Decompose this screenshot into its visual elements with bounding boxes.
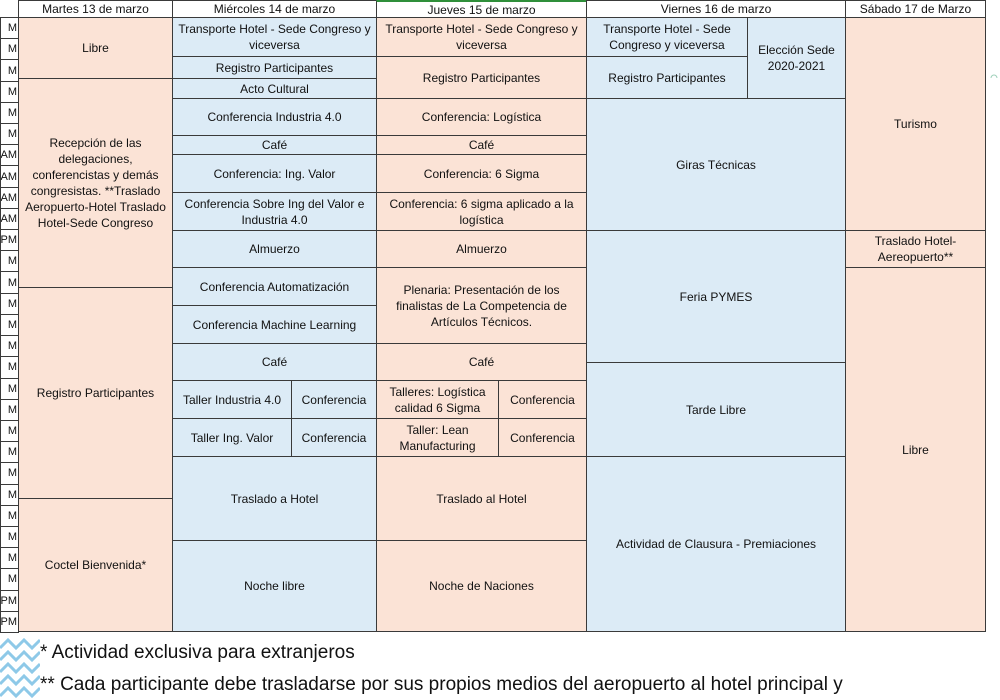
thu-taller-lean: Taller: Lean Manufacturing xyxy=(376,418,499,457)
thu-traslado: Traslado al Hotel xyxy=(376,456,587,541)
sat-traslado: Traslado Hotel-Aereopuerto** xyxy=(845,230,986,268)
time-label: PM xyxy=(0,229,19,251)
time-label: M xyxy=(0,399,19,421)
time-label: M xyxy=(0,293,19,315)
time-label: M xyxy=(0,356,19,378)
sat-libre: Libre xyxy=(845,267,986,632)
tue-coctel: Coctel Bienvenida* xyxy=(18,498,173,632)
time-label: AM xyxy=(0,144,19,166)
fri-tarde-libre: Tarde Libre xyxy=(586,362,846,457)
thu-conf-6sigma-logistica: Conferencia: 6 sigma aplicado a la logística xyxy=(376,192,587,231)
time-label: M xyxy=(0,250,19,272)
wed-conf-sobre: Conferencia Sobre Ing del Valor e Industria 4.0 xyxy=(172,192,377,231)
wed-cafe-1: Café xyxy=(172,135,377,155)
chevron-pattern-icon xyxy=(0,636,40,700)
fri-registro: Registro Participantes xyxy=(586,56,748,99)
time-label: PM xyxy=(0,611,19,633)
time-label: AM xyxy=(0,208,19,230)
time-label: AM xyxy=(0,165,19,187)
wed-conferencia-b: Conferencia xyxy=(291,418,377,457)
wed-conf-machine-learning: Conferencia Machine Learning xyxy=(172,305,377,344)
time-label: M xyxy=(0,314,19,336)
time-label: M xyxy=(0,123,19,145)
thu-almuerzo: Almuerzo xyxy=(376,230,587,268)
thu-registro: Registro Participantes xyxy=(376,56,587,99)
thu-conferencia-b: Conferencia xyxy=(498,418,587,457)
time-label: M xyxy=(0,335,19,357)
wed-taller-valor: Taller Ing. Valor xyxy=(172,418,292,457)
time-label: M xyxy=(0,568,19,590)
thu-cafe-2: Café xyxy=(376,343,587,381)
footnote-2: ** Cada participante debe trasladarse por sus propios medios del aeropuerto al hotel principal y xyxy=(40,674,843,695)
time-label: M xyxy=(0,17,19,39)
footnote-1: * Actividad exclusiva para extranjeros xyxy=(40,642,355,663)
tue-libre: Libre xyxy=(18,17,173,79)
header-thursday: Jueves 15 de marzo xyxy=(376,0,587,18)
wed-acto-cultural: Acto Cultural xyxy=(172,78,377,99)
header-friday: Viernes 16 de marzo xyxy=(586,0,846,18)
time-label: M xyxy=(0,441,19,463)
time-label: M xyxy=(0,59,19,81)
wed-registro: Registro Participantes xyxy=(172,56,377,79)
wed-taller-industria: Taller Industria 4.0 xyxy=(172,380,292,419)
time-label: M xyxy=(0,484,19,506)
wed-almuerzo: Almuerzo xyxy=(172,230,377,268)
wed-conf-valor: Conferencia: Ing. Valor xyxy=(172,154,377,193)
wed-cafe-2: Café xyxy=(172,343,377,381)
wed-transporte: Transporte Hotel - Sede Congreso y viceversa xyxy=(172,17,377,57)
fri-eleccion-sede: Elección Sede 2020-2021 xyxy=(747,17,846,99)
header-wednesday: Miércoles 14 de marzo xyxy=(172,0,377,18)
wed-conferencia-a: Conferencia xyxy=(291,380,377,419)
thu-transporte: Transporte Hotel - Sede Congreso y viceversa xyxy=(376,17,587,57)
tue-registro: Registro Participantes xyxy=(18,287,173,499)
thu-plenaria: Plenaria: Presentación de los finalistas de La Competencia de Artículos Técnicos. xyxy=(376,267,587,344)
time-label: M xyxy=(0,271,19,293)
time-label: M xyxy=(0,420,19,442)
thu-conf-logistica: Conferencia: Logística xyxy=(376,98,587,136)
fri-feria-pymes: Feria PYMES xyxy=(586,230,846,363)
time-label: M xyxy=(0,547,19,569)
thu-talleres-logistica: Talleres: Logística calidad 6 Sigma xyxy=(376,380,499,419)
wed-conf-industria: Conferencia Industria 4.0 xyxy=(172,98,377,136)
sat-turismo: Turismo xyxy=(845,17,986,231)
tue-recepcion: Recepción de las delegaciones, conferencistas y demás congresistas. **Traslado Aeropuerto-Hotel Traslado Hotel-Sede Congreso xyxy=(18,78,173,288)
fri-giras-tecnicas: Giras Técnicas xyxy=(586,98,846,231)
thu-noche: Noche de Naciones xyxy=(376,540,587,632)
time-label: M xyxy=(0,462,19,484)
time-label: AM xyxy=(0,187,19,209)
time-label: M xyxy=(0,505,19,527)
thu-conferencia-a: Conferencia xyxy=(498,380,587,419)
time-label: PM xyxy=(0,590,19,612)
time-label: M xyxy=(0,526,19,548)
fri-clausura: Actividad de Clausura - Premiaciones xyxy=(586,456,846,632)
time-label: M xyxy=(0,81,19,103)
time-label: M xyxy=(0,378,19,400)
margin-mark-icon xyxy=(990,74,998,82)
thu-cafe-1: Café xyxy=(376,135,587,155)
footnotes xyxy=(0,636,1000,700)
wed-conf-automatizacion: Conferencia Automatización xyxy=(172,267,377,306)
thu-conf-6sigma: Conferencia: 6 Sigma xyxy=(376,154,587,193)
time-label: M xyxy=(0,38,19,60)
header-saturday: Sábado 17 de Marzo xyxy=(845,0,986,18)
time-label: M xyxy=(0,102,19,124)
header-tuesday: Martes 13 de marzo xyxy=(18,0,173,18)
fri-transporte: Transporte Hotel - Sede Congreso y viceversa xyxy=(586,17,748,57)
wed-traslado: Traslado a Hotel xyxy=(172,456,377,541)
wed-noche: Noche libre xyxy=(172,540,377,632)
